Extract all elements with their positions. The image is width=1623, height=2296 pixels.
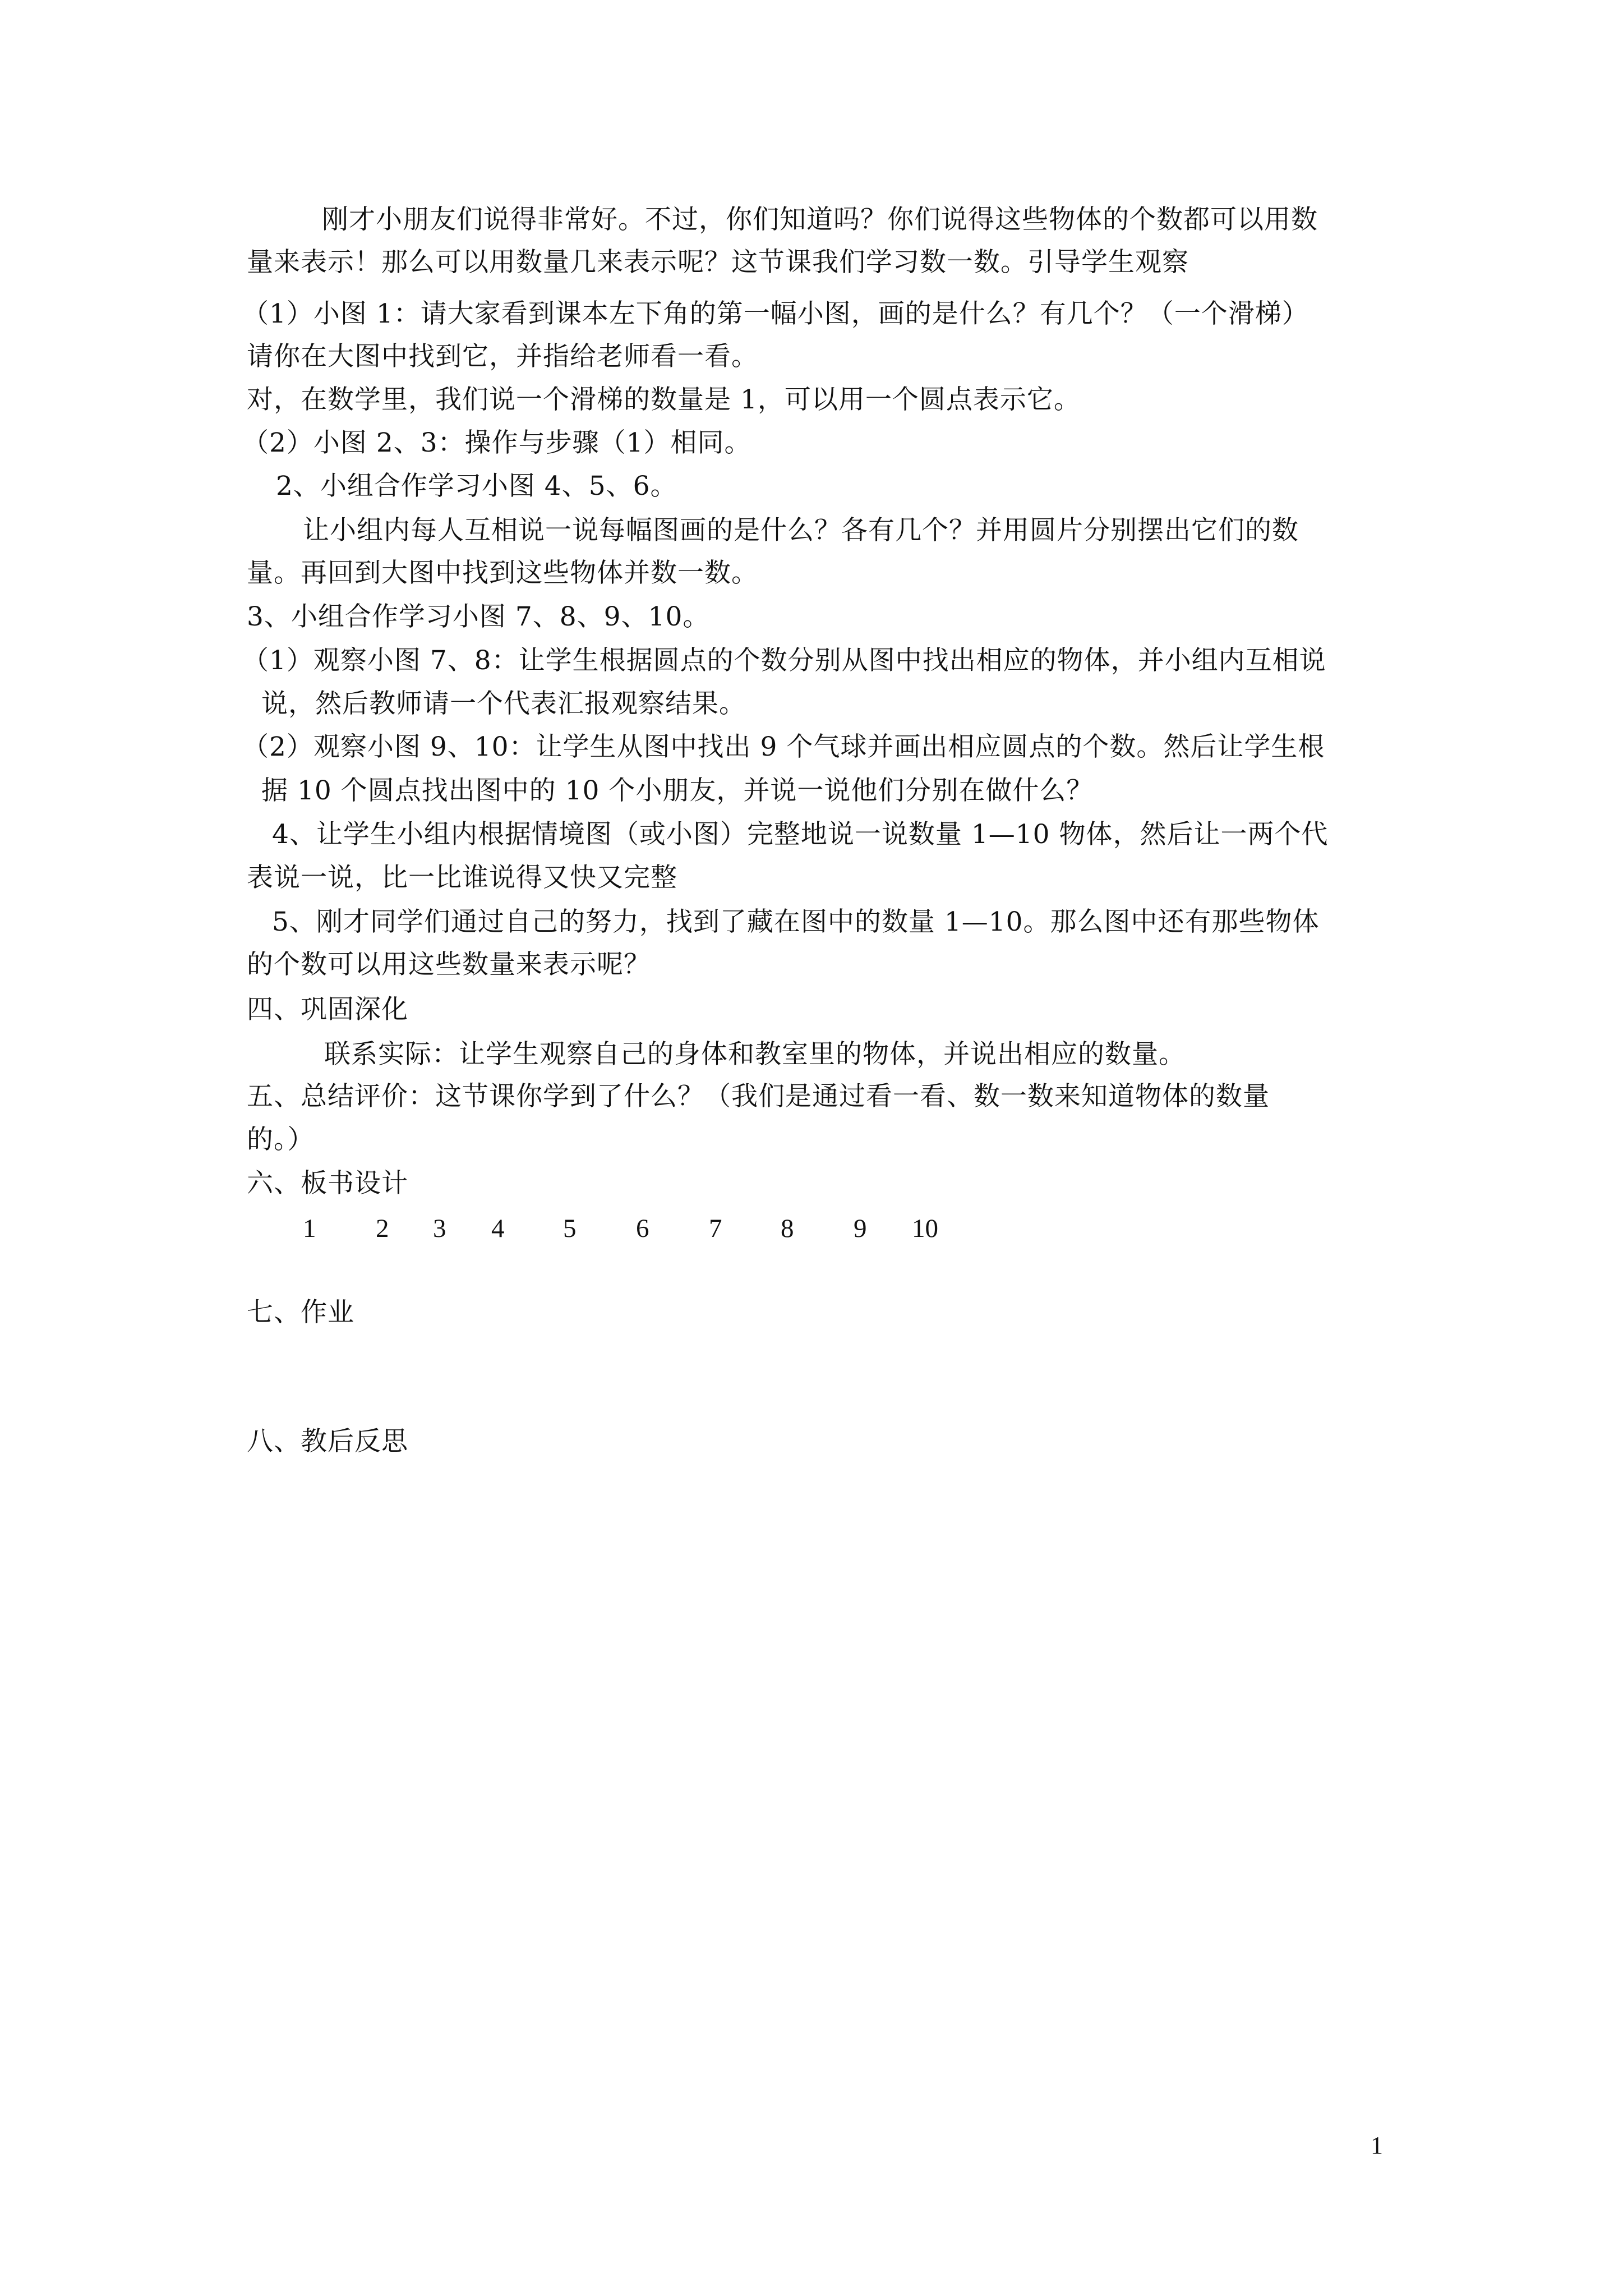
board-design-numbers bbox=[0, 1212, 1623, 1245]
paragraph-line: （1）小图 1：请大家看到课本左下角的第一幅小图，画的是什么？有几个？（一个滑梯） bbox=[242, 298, 1309, 329]
board-number: 7 bbox=[709, 1214, 722, 1243]
board-number: 1 bbox=[303, 1214, 316, 1243]
paragraph-line: 让小组内每人互相说一说每幅图画的是什么？各有几个？并用圆片分别摆出它们的数 bbox=[303, 515, 1299, 546]
board-number: 2 bbox=[376, 1214, 389, 1243]
paragraph-line: 联系实际：让学生观察自己的身体和教室里的物体，并说出相应的数量。 bbox=[324, 1039, 1186, 1070]
paragraph-line: 请你在大图中找到它，并指给老师看一看。 bbox=[247, 341, 758, 372]
section-heading: 七、作业 bbox=[247, 1297, 354, 1328]
paragraph-line: 表说一说，比一比谁说得又快又完整 bbox=[247, 862, 677, 893]
paragraph-line: 的个数可以用这些数量来表示呢？ bbox=[247, 949, 651, 980]
section-heading: 五、总结评价：这节课你学到了什么？（我们是通过看一看、数一数来知道物体的数量 bbox=[247, 1081, 1270, 1112]
board-number: 10 bbox=[912, 1214, 938, 1243]
paragraph-line: 说，然后教师请一个代表汇报观察结果。 bbox=[261, 688, 746, 719]
paragraph-line: 4、让学生小组内根据情境图（或小图）完整地说一说数量 1—10 物体，然后让一两个代 bbox=[272, 819, 1329, 850]
section-heading: 八、教后反思 bbox=[247, 1426, 408, 1457]
board-number: 4 bbox=[491, 1214, 505, 1243]
section-heading: 四、巩固深化 bbox=[247, 994, 408, 1025]
paragraph-line: 2、小组合作学习小图 4、5、6。 bbox=[276, 471, 677, 501]
paragraph-line: （2）观察小图 9、10：让学生从图中找出 9 个气球并画出相应圆点的个数。然后让学生根 bbox=[242, 731, 1325, 762]
paragraph-line: 量。再回到大图中找到这些物体并数一数。 bbox=[247, 558, 758, 588]
board-number: 8 bbox=[781, 1214, 794, 1243]
paragraph-line: 对，在数学里，我们说一个滑梯的数量是 1，可以用一个圆点表示它。 bbox=[247, 384, 1081, 415]
page-number: 1 bbox=[1371, 2132, 1383, 2159]
board-number: 3 bbox=[433, 1214, 446, 1243]
paragraph-line: 5、刚才同学们通过自己的努力，找到了藏在图中的数量 1—10。那么图中还有那些物体 bbox=[272, 907, 1320, 937]
section-heading: 3、小组合作学习小图 7、8、9、10。 bbox=[247, 601, 710, 632]
board-number: 5 bbox=[563, 1214, 577, 1243]
board-number: 9 bbox=[854, 1214, 867, 1243]
paragraph-line: 据 10 个圆点找出图中的 10 个小朋友，并说一说他们分别在做什么？ bbox=[261, 775, 1094, 806]
paragraph-line: 刚才小朋友们说得非常好。不过，你们知道吗？你们说得这些物体的个数都可以用数 bbox=[322, 204, 1318, 235]
paragraph-line: 量来表示！那么可以用数量几来表示呢？这节课我们学习数一数。引导学生观察 bbox=[247, 247, 1189, 278]
section-heading: 六、板书设计 bbox=[247, 1168, 408, 1199]
paragraph-line: （1）观察小图 7、8：让学生根据圆点的个数分别从图中找出相应的物体，并小组内互相说 bbox=[242, 645, 1326, 676]
paragraph-line: （2）小图 2、3：操作与步骤（1）相同。 bbox=[242, 427, 751, 458]
board-number: 6 bbox=[636, 1214, 649, 1243]
paragraph-line: 的。） bbox=[247, 1124, 315, 1155]
